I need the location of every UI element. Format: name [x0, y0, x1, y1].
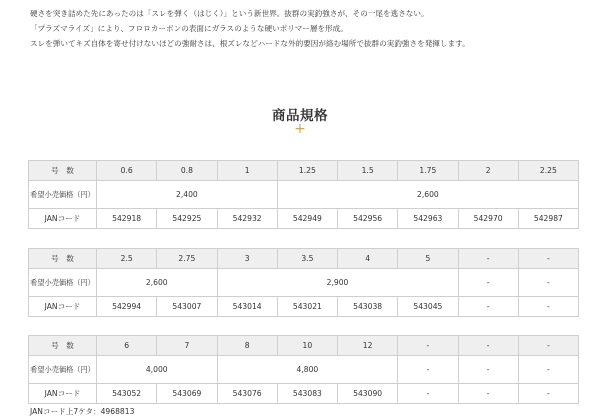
- size-cell: -: [398, 336, 458, 356]
- price-cell: 2,600: [277, 181, 578, 209]
- jan-label: JANコード: [29, 384, 97, 404]
- jan-cell: 542956: [338, 209, 398, 229]
- jan-cell: -: [398, 384, 458, 404]
- size-row: [29, 161, 579, 181]
- jan-row: [29, 209, 579, 229]
- size-cell: 2.75: [157, 249, 217, 269]
- price-cell: -: [458, 356, 518, 384]
- size-cell: 0.8: [157, 161, 217, 181]
- jan-cell: 542963: [398, 209, 458, 229]
- jan-cell: 543021: [277, 297, 337, 317]
- size-cell: 6: [97, 336, 157, 356]
- size-label: 号 数: [29, 161, 97, 181]
- size-row: [29, 336, 579, 356]
- jan-cell: 542949: [277, 209, 337, 229]
- size-cell: -: [518, 249, 578, 269]
- spec-table-2: [28, 248, 579, 317]
- jan-cell: 542925: [157, 209, 217, 229]
- jan-cell: 542994: [97, 297, 157, 317]
- size-cell: 0.6: [97, 161, 157, 181]
- price-row: [29, 356, 579, 384]
- size-label: 号 数: [29, 249, 97, 269]
- jan-cell: 543083: [277, 384, 337, 404]
- jan-cell: -: [518, 297, 578, 317]
- size-cell: 2: [458, 161, 518, 181]
- size-cell: 2.25: [518, 161, 578, 181]
- price-cell: 2,400: [97, 181, 278, 209]
- size-cell: 1: [217, 161, 277, 181]
- description-line-2: 「プラズマライズ」により、フロロカーボンの表面にガラスのような硬いポリマー層を形成。: [30, 24, 348, 33]
- price-label: 希望小売価格（円）: [29, 181, 97, 209]
- jan-prefix-note: JANコード上7ケタ：4968813: [30, 407, 135, 416]
- price-cell: 2,900: [217, 269, 458, 297]
- price-cell: 4,800: [217, 356, 398, 384]
- size-cell: 3: [217, 249, 277, 269]
- size-cell: 7: [157, 336, 217, 356]
- spec-table-3: [28, 335, 579, 404]
- jan-cell: 542932: [217, 209, 277, 229]
- jan-cell: -: [458, 384, 518, 404]
- description-line-3: スレを弾いてキズ自体を寄せ付けないほどの強耐さは、根ズレなどハードな外的要因が絡む場所で抜群の実釣強さを発揮します。: [30, 39, 470, 48]
- size-cell: 4: [338, 249, 398, 269]
- size-cell: 8: [217, 336, 277, 356]
- size-cell: 1.75: [398, 161, 458, 181]
- size-cell: 1.25: [277, 161, 337, 181]
- spec-table-1: [28, 160, 579, 229]
- size-cell: 10: [277, 336, 337, 356]
- jan-label: JANコード: [29, 209, 97, 229]
- size-cell: -: [458, 249, 518, 269]
- size-cell: 12: [338, 336, 398, 356]
- price-label: 希望小売価格（円）: [29, 356, 97, 384]
- size-cell: 5: [398, 249, 458, 269]
- description-line-1: 硬さを突き詰めた先にあったのは「スレを弾く（はじく）」という新世界。抜群の実釣強さが、その一尾を逃さない。: [30, 9, 429, 18]
- jan-row: [29, 297, 579, 317]
- plus-icon: +: [294, 121, 306, 137]
- jan-cell: 542987: [518, 209, 578, 229]
- jan-cell: 542970: [458, 209, 518, 229]
- price-cell: -: [398, 356, 458, 384]
- jan-cell: 543007: [157, 297, 217, 317]
- price-cell: 4,000: [97, 356, 218, 384]
- price-cell: 2,600: [97, 269, 218, 297]
- size-label: 号 数: [29, 336, 97, 356]
- jan-row: [29, 384, 579, 404]
- jan-cell: 543045: [398, 297, 458, 317]
- section-title: 商品規格: [272, 108, 328, 124]
- price-label: 希望小売価格（円）: [29, 269, 97, 297]
- jan-cell: -: [518, 384, 578, 404]
- jan-cell: 543014: [217, 297, 277, 317]
- size-cell: -: [518, 336, 578, 356]
- size-cell: 3.5: [277, 249, 337, 269]
- jan-cell: 542918: [97, 209, 157, 229]
- size-cell: 1.5: [338, 161, 398, 181]
- size-cell: 2.5: [97, 249, 157, 269]
- jan-label: JANコード: [29, 297, 97, 317]
- price-cell: -: [518, 356, 578, 384]
- price-cell: -: [458, 269, 518, 297]
- product-description: [30, 6, 470, 51]
- jan-cell: 543076: [217, 384, 277, 404]
- jan-cell: 543090: [338, 384, 398, 404]
- jan-cell: -: [458, 297, 518, 317]
- price-cell: -: [518, 269, 578, 297]
- jan-cell: 543038: [338, 297, 398, 317]
- jan-cell: 543069: [157, 384, 217, 404]
- jan-cell: 543052: [97, 384, 157, 404]
- size-cell: -: [458, 336, 518, 356]
- price-row: [29, 269, 579, 297]
- price-row: [29, 181, 579, 209]
- size-row: [29, 249, 579, 269]
